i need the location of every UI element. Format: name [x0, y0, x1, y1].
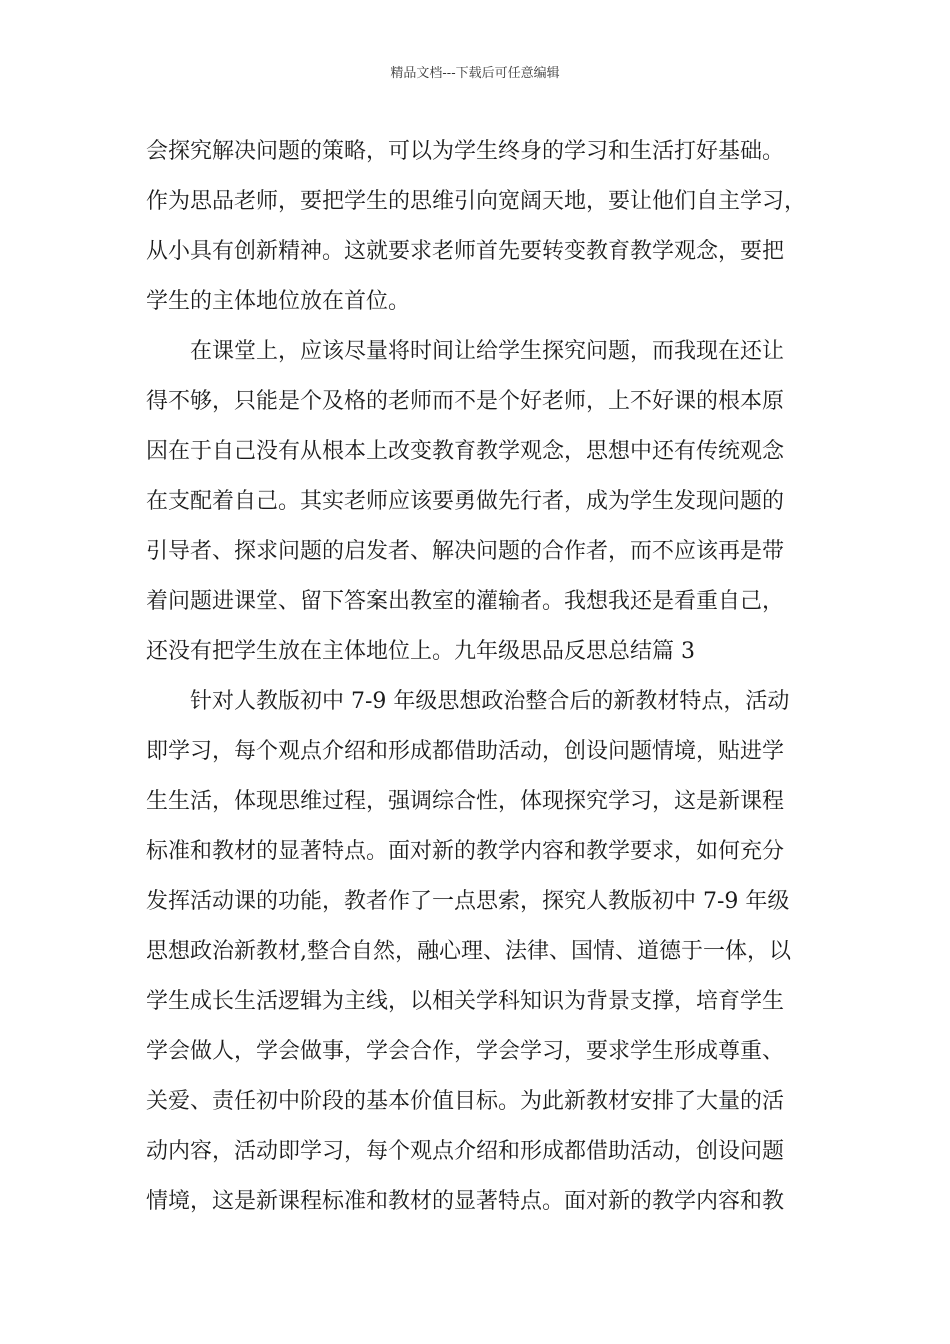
text-line: 即学习，每个观点介绍和形成都借助活动，创设问题情境，贴进学 [146, 739, 785, 764]
text-line: 思想政治新教材,整合自然，融心理、法律、国情、道德于一体，以 [146, 939, 791, 964]
text-line: 得不够，只能是个及格的老师而不是个好老师，上不好课的根本原 [146, 389, 785, 414]
text-line: 学生的主体地位放在首位。 [146, 289, 411, 314]
text-line: 作为思品老师，要把学生的思维引向宽阔天地，要让他们自主学习， [146, 189, 807, 214]
text-line: 标准和教材的显著特点。面对新的教学内容和教学要求，如何充分 [146, 839, 785, 864]
text-line: 因在于自己没有从根本上改变教育教学观念，思想中还有传统观念 [146, 439, 785, 464]
text-line: 动内容，活动即学习，每个观点介绍和形成都借助活动，创设问题 [146, 1139, 785, 1164]
text-line: 在支配着自己。其实老师应该要勇做先行者，成为学生发现问题的 [146, 489, 785, 514]
document-body [146, 127, 826, 1227]
text-line: 学会做人，学会做事，学会合作，学会学习，要求学生形成尊重、 [146, 1039, 785, 1064]
text-line: 还没有把学生放在主体地位上。九年级思品反思总结篇 3 [146, 639, 695, 664]
text-line: 引导者、探求问题的启发者、解决问题的合作者，而不应该再是带 [146, 539, 785, 564]
text-line: 会探究解决问题的策略，可以为学生终身的学习和生活打好基础。 [146, 139, 785, 164]
text-line: 发挥活动课的功能，教者作了一点思索，探究人教版初中 7-9 年级 [146, 889, 790, 914]
text-line: 情境，这是新课程标准和教材的显著特点。面对新的教学内容和教 [146, 1189, 785, 1214]
text-line: 着问题进课堂、留下答案出教室的灌输者。我想我还是看重自己， [146, 589, 785, 614]
text-line: 关爱、责任初中阶段的基本价值目标。为此新教材安排了大量的活 [146, 1089, 785, 1114]
text-line: 学生成长生活逻辑为主线，以相关学科知识为背景支撑，培育学生 [146, 989, 785, 1014]
text-line: 生生活，体现思维过程，强调综合性，体现探究学习，这是新课程 [146, 789, 785, 814]
text-line: 在课堂上，应该尽量将时间让给学生探究问题，而我现在还让 [146, 339, 785, 364]
text-line: 针对人教版初中 7-9 年级思想政治整合后的新教材特点，活动 [146, 689, 790, 714]
text-line: 从小具有创新精神。这就要求老师首先要转变教育教学观念，要把 [146, 239, 785, 264]
page-header: 精品文档---下载后可任意编辑 [390, 66, 560, 81]
